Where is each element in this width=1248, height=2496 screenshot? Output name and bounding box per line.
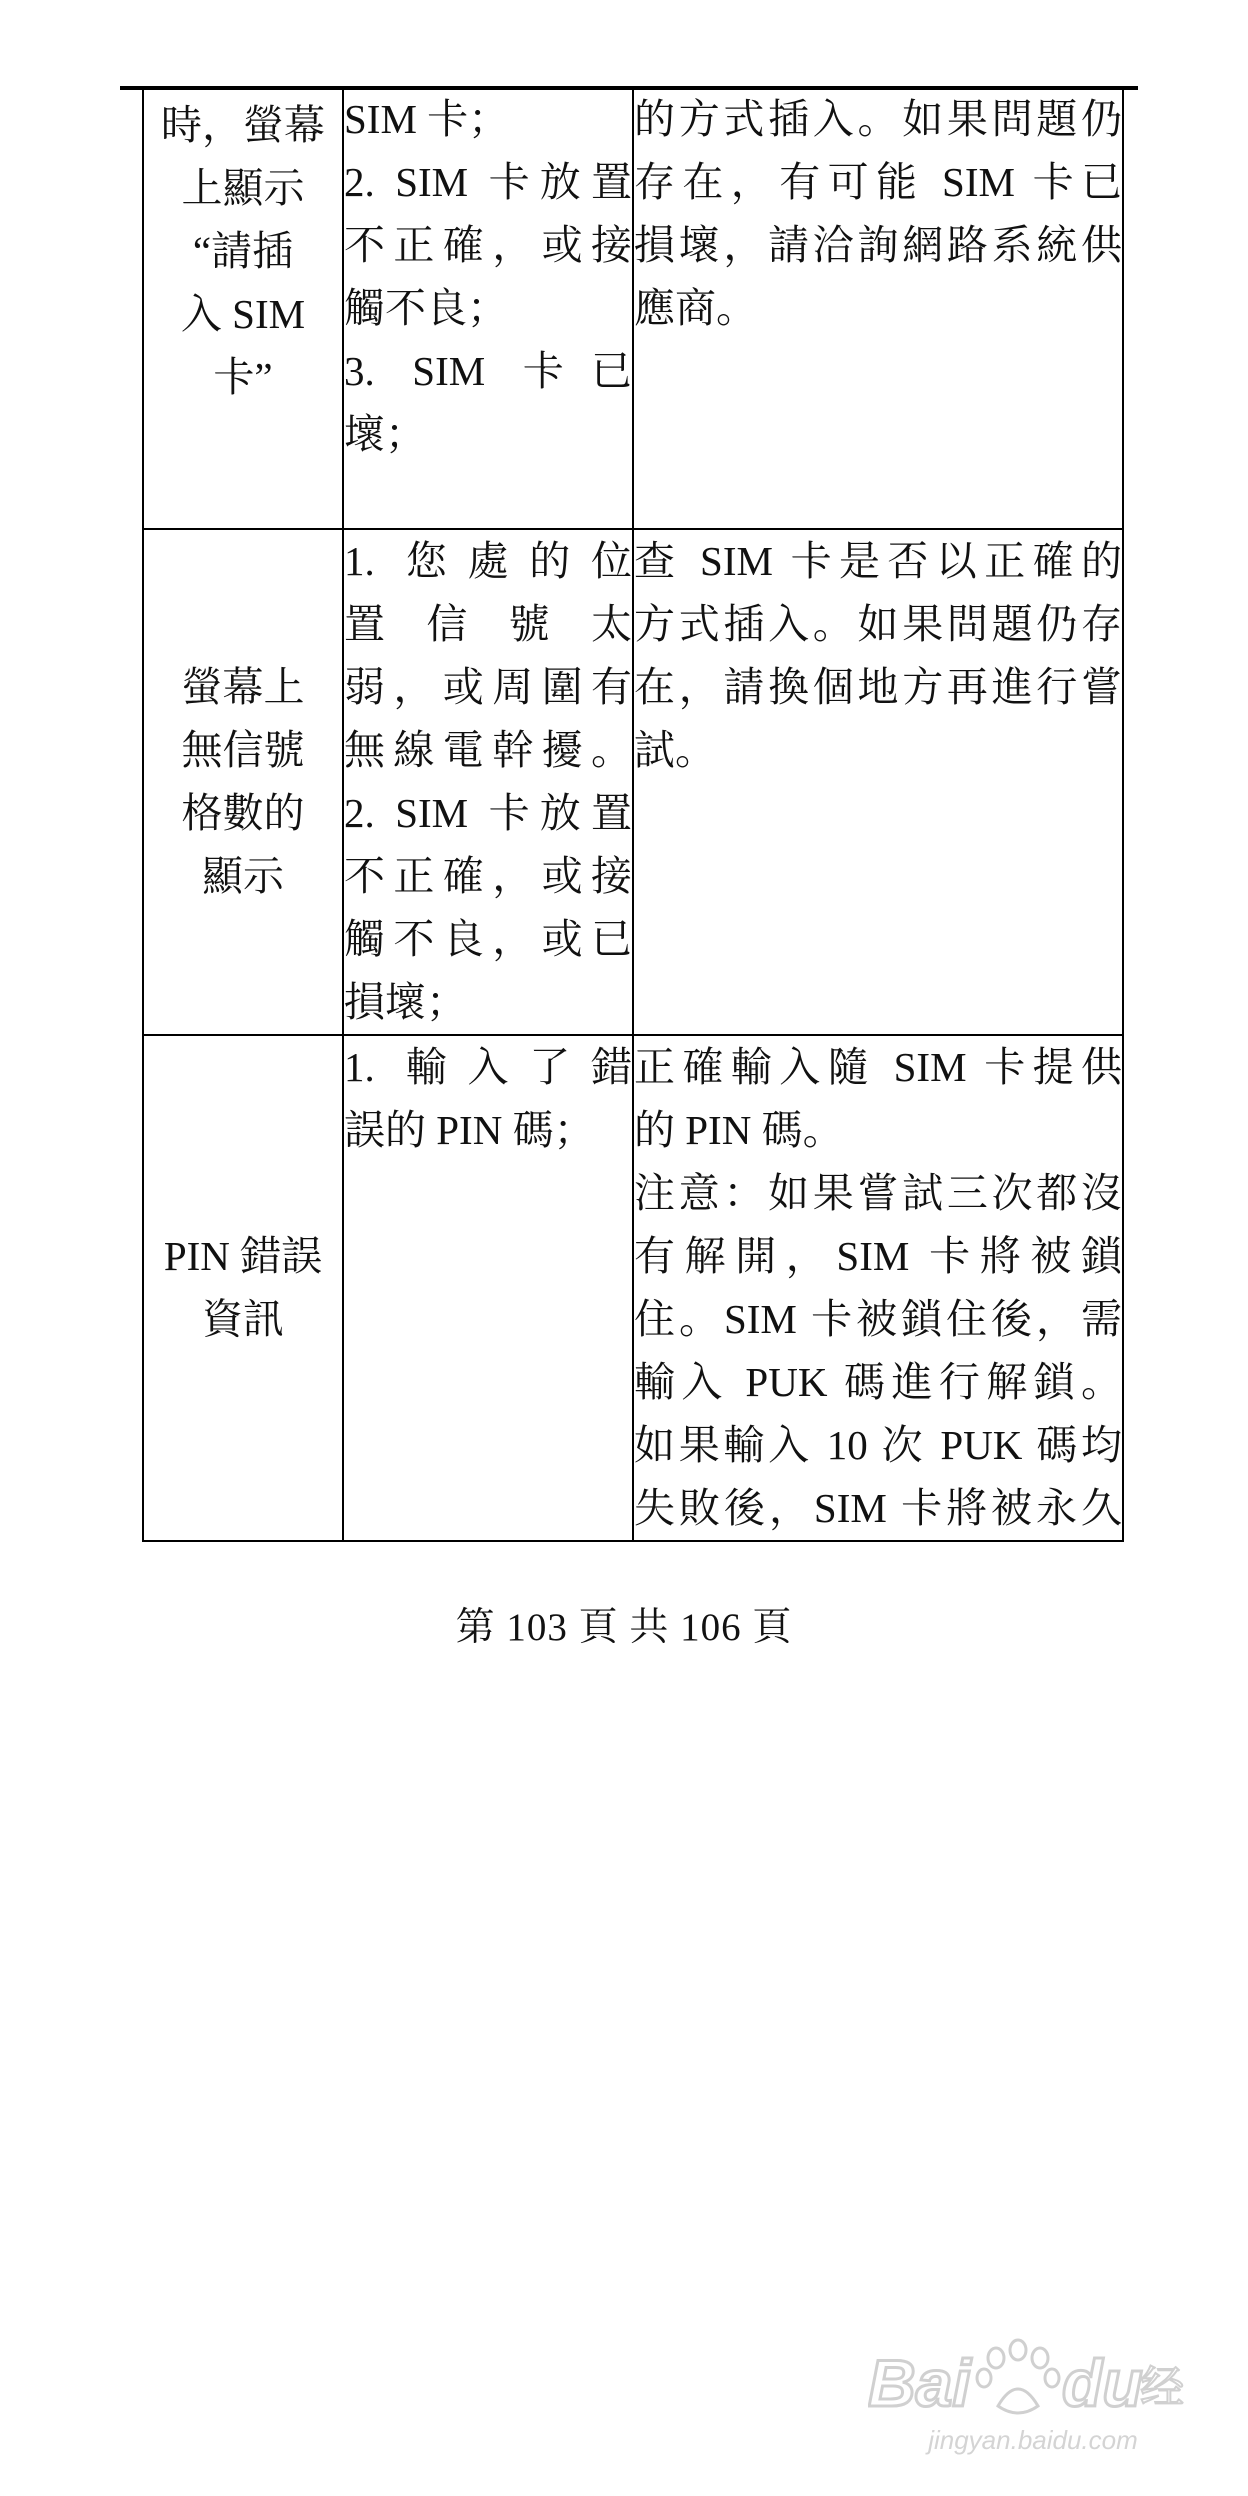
cause-line: 1. 您處的位 [344, 538, 632, 584]
symptom-line: 入 SIM [180, 291, 306, 337]
cause-line: 壞； [344, 411, 426, 457]
cause-line: 弱，或周圍有 [344, 664, 632, 710]
cause-line: 不正確，或接 [344, 222, 632, 268]
cause-line: 無線電幹擾。 [344, 727, 632, 773]
cause-line: 誤的 PIN 碼； [344, 1107, 595, 1153]
symptom-line: 顯示 [202, 853, 284, 899]
symptom-line: 時，螢幕 [161, 102, 325, 148]
table-row [143, 529, 1123, 1035]
symptom-line: 格數的 [181, 790, 305, 836]
solution-line: 輸入 PUK 碼進行解鎖。 [634, 1359, 1122, 1405]
symptom-line: 卡” [213, 354, 273, 400]
baidu-logo-icon [868, 2336, 1198, 2428]
cause-cell [343, 529, 633, 1035]
solution-line: 失敗後，SIM 卡將被永久 [634, 1485, 1122, 1531]
symptom-cell [143, 1035, 343, 1541]
cause-line: 觸不良； [344, 285, 508, 331]
symptom-line: 上顯示 [181, 165, 305, 211]
baidu-jingyan-watermark [868, 2336, 1198, 2456]
solution-line: 方式插入。如果問題仍存 [634, 601, 1122, 647]
symptom-line: 無信號 [181, 727, 305, 773]
table-row [143, 1035, 1123, 1541]
cause-line: 置 信 號 太 [344, 601, 632, 647]
solution-line: 如果輸入 10 次 PUK 碼均 [634, 1422, 1122, 1468]
solution-line: 有解開，SIM 卡將被鎖 [634, 1233, 1122, 1279]
cause-cell [343, 88, 633, 529]
cause-line: 2. SIM 卡放置 [344, 790, 632, 836]
solution-line: 應商。 [634, 285, 757, 331]
symptom-line: “請插 [192, 228, 294, 274]
solution-line: 的 PIN 碼。 [634, 1107, 844, 1153]
svg-text:Bai: Bai [868, 2346, 971, 2420]
cause-line: SIM 卡； [344, 96, 510, 142]
solution-line: 住。SIM 卡被鎖住後，需 [634, 1296, 1122, 1342]
solution-line: 試。 [634, 727, 716, 773]
cause-line: 損壞； [344, 979, 467, 1025]
solution-cell [633, 529, 1123, 1035]
solution-cell [633, 88, 1123, 529]
troubleshooting-table [142, 88, 1124, 1542]
solution-line: 的方式插入。如果問題仍 [634, 96, 1122, 142]
solution-cell [633, 1035, 1123, 1541]
watermark-url: jingyan.baidu.com [928, 2425, 1138, 2455]
solution-line: 存在，有可能 SIM 卡已 [634, 159, 1122, 205]
cause-line: 2. SIM 卡放置 [344, 159, 632, 205]
symptom-line: PIN 錯誤 [163, 1233, 323, 1279]
svg-text:经: 经 [1140, 2363, 1184, 2412]
svg-text:du: du [1062, 2346, 1143, 2420]
solution-line: 正確輸入隨 SIM 卡提供 [634, 1044, 1122, 1090]
cause-line: 不正確，或接 [344, 853, 632, 899]
solution-line: 注意：如果嘗試三次都沒 [634, 1170, 1122, 1216]
symptom-line: 螢幕上 [181, 664, 305, 710]
page-number-footer: 第 103 頁 共 106 頁 [455, 1606, 793, 1649]
symptom-line: 資訊 [202, 1296, 284, 1342]
solution-line: 查 SIM 卡是否以正確的 [634, 538, 1122, 584]
cause-line: 3. SIM 卡已 [344, 348, 632, 394]
table-row [143, 88, 1123, 529]
solution-line: 損壞，請洽詢網路系統供 [634, 222, 1122, 268]
symptom-cell [143, 88, 343, 529]
solution-line: 在，請換個地方再進行嘗 [634, 664, 1122, 710]
cause-line: 觸不良，或已 [344, 916, 632, 962]
cause-cell [343, 1035, 633, 1541]
cause-line: 1. 輸入了錯 [344, 1044, 632, 1090]
symptom-cell [143, 529, 343, 1035]
